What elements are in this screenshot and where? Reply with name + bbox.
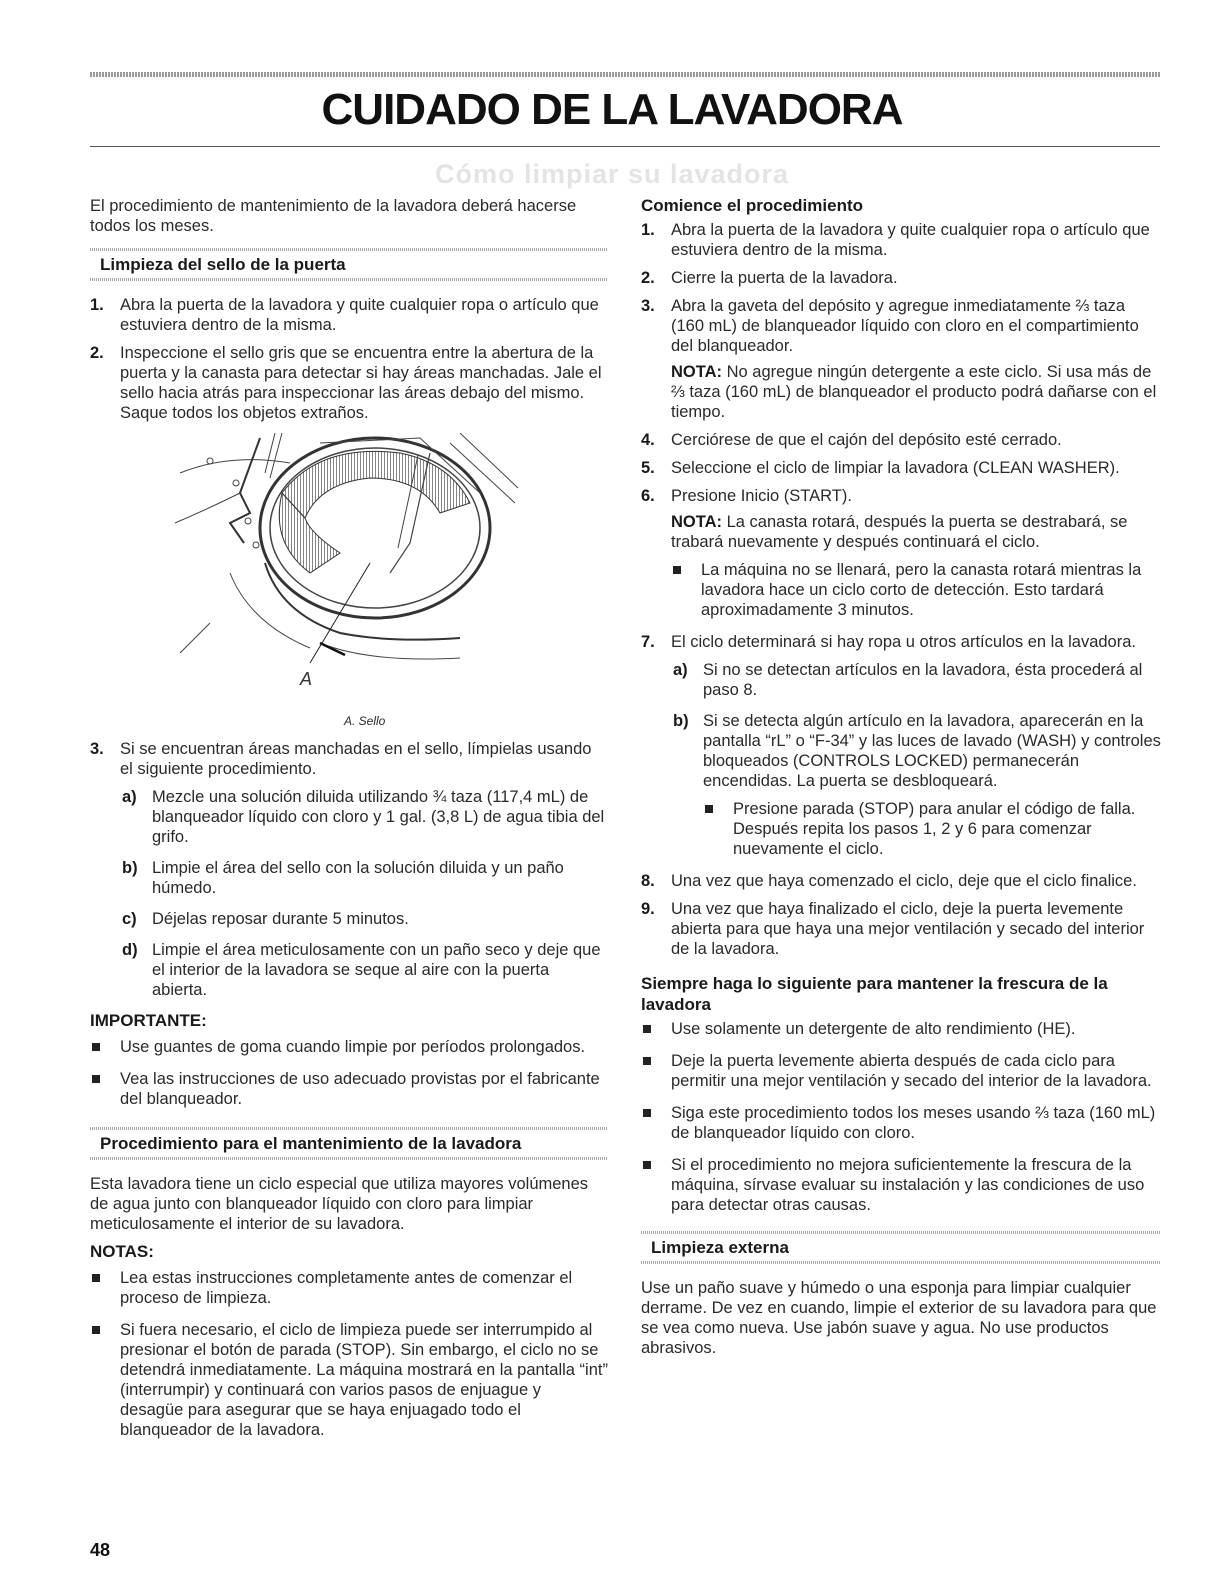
freshness-list: [641, 1019, 1161, 1215]
intro-text: El procedimiento de mantenimiento de la lavadora deberá hacerse todos los meses.: [90, 197, 577, 235]
list-item: [641, 220, 1161, 260]
page-number: 48: [90, 1540, 111, 1560]
list-item: [671, 711, 1161, 859]
note-label: NOTA:: [671, 363, 723, 381]
important-list: [90, 1037, 608, 1109]
maintenance-text: Esta lavadora tiene un ciclo especial que utiliza mayores volúmenes de agua junto con blanqueador líquido con cloro para limpiar meticulosamente el interior de su lavadora.: [90, 1175, 589, 1233]
list-item: [641, 632, 1161, 859]
substep-text: Si se detecta algún artículo en la lavadora, aparecerán en la pantalla “rL” o “F-34” y las luces de lavado (WASH) y controles bloqueados (CONTROLS LOCKED) permanecerán encendidas. La puerta se desbloqueará.: [703, 712, 1161, 790]
maintenance-section-header: [90, 1127, 608, 1160]
notes-list: [90, 1268, 608, 1440]
step-text: Seleccione el ciclo de limpiar la lavadora (CLEAN WASHER).: [671, 459, 1120, 477]
top-dotted-rule: [90, 72, 1160, 77]
list-item: Deje la puerta levemente abierta después de cada ciclo para permitir una mejor ventilación y secado del interior de la lavadora.: [641, 1051, 1161, 1091]
note: [671, 362, 1161, 422]
substep-letter: c): [122, 910, 137, 928]
freshness-heading: Siempre haga lo siguiente para mantener la frescura de la lavadora: [641, 974, 1108, 1014]
list-item: [120, 940, 608, 1000]
section-dotted-rule: [641, 1261, 1161, 1264]
maintenance-heading: Procedimiento para el mantenimiento de la lavadora: [100, 1134, 522, 1153]
list-item: [641, 268, 1161, 288]
note-label: NOTA:: [671, 513, 723, 531]
section-dotted-rule: [90, 1157, 608, 1160]
step-number: 6.: [641, 487, 655, 505]
note-text: No agregue ningún detergente a este ciclo. Si usa más de ⅔ taza (160 mL) de blanqueador el producto podrá dañarse con el tiempo.: [671, 363, 1157, 421]
note: [671, 512, 1161, 552]
substep-letter: b): [673, 712, 689, 730]
step-number: 1.: [641, 221, 655, 239]
list-item: [641, 871, 1161, 891]
start-procedure-heading: Comience el procedimiento: [641, 196, 863, 215]
list-item: Use solamente un detergente de alto rendimiento (HE).: [641, 1019, 1161, 1039]
list-item: [641, 899, 1161, 959]
list-item: La máquina no se llenará, pero la canasta rotará mientras la lavadora hace un ciclo corto de detección. Esto tardará aproximadamente 3 minutos.: [671, 560, 1161, 620]
substep-letter: d): [122, 941, 138, 959]
list-item: [90, 295, 608, 335]
step-text: Presione Inicio (START).: [671, 487, 852, 505]
list-item: Si el procedimiento no mejora suficientemente la frescura de la máquina, sírvase evaluar su instalación y las condiciones de uso para detectar otras causas.: [641, 1155, 1161, 1215]
step-number: 2.: [90, 344, 104, 362]
external-cleaning-heading: Limpieza externa: [651, 1238, 789, 1257]
list-item: [90, 739, 608, 1000]
step-text: Una vez que haya comenzado el ciclo, deje que el ciclo finalice.: [671, 872, 1137, 890]
step-text: Cerciórese de que el cajón del depósito esté cerrado.: [671, 431, 1062, 449]
left-column: [90, 196, 608, 1452]
list-item: [120, 909, 608, 929]
notes-label: NOTAS:: [90, 1242, 154, 1261]
step-number: 9.: [641, 900, 655, 918]
note-text: La canasta rotará, después la puerta se destrabará, se trabará nuevamente y después continuará el ciclo.: [671, 513, 1128, 551]
step-number: 3.: [90, 740, 104, 758]
step-text: Cierre la puerta de la lavadora.: [671, 269, 898, 287]
step-number: 5.: [641, 459, 655, 477]
list-item: [641, 486, 1161, 620]
list-item: Presione parada (STOP) para anular el código de falla. Después repita los pasos 1, 2 y 6 para comenzar nuevamente el ciclo.: [703, 799, 1161, 859]
step-number: 7.: [641, 633, 655, 651]
substep-letter: a): [673, 661, 688, 679]
substep-text: Si no se detectan artículos en la lavadora, ésta procederá al paso 8.: [703, 661, 1143, 699]
step-text: Una vez que haya finalizado el ciclo, deje la puerta levemente abierta para que haya una mejor ventilación y secado del interior de la lavadora.: [671, 900, 1145, 958]
list-item: [641, 296, 1161, 422]
substep-text: Mezcle una solución diluida utilizando ¾ taza (117,4 mL) de blanqueador líquido con cloro y 1 gal. (3,8 L) de agua tibia del grifo.: [152, 788, 605, 846]
door-seal-section-header: [90, 248, 608, 281]
step-number: 8.: [641, 872, 655, 890]
page-title: CUIDADO DE LA LAVADORA: [321, 85, 903, 134]
substep-text: Limpie el área del sello con la solución diluida y un paño húmedo.: [152, 859, 564, 897]
step-6-bullets: [671, 560, 1161, 620]
step-text: Abra la puerta de la lavadora y quite cualquier ropa o artículo que estuviera dentro de la misma.: [671, 221, 1150, 259]
external-cleaning-section-header: [641, 1231, 1161, 1264]
step-text: Si se encuentran áreas manchadas en el sello, límpielas usando el siguiente procedimiento.: [120, 740, 592, 778]
step-7-substeps: [671, 660, 1161, 859]
door-seal-figure: [90, 433, 608, 733]
list-item: [641, 430, 1161, 450]
figure-caption: A. Sello: [344, 714, 386, 728]
right-column: [641, 196, 1161, 1358]
washer-door-seal-illustration: [170, 433, 520, 703]
step-text: Abra la gaveta del depósito y agregue inmediatamente ⅔ taza (160 mL) de blanqueador líquido con cloro en el compartimiento del blanqueador.: [671, 297, 1139, 355]
list-item: [120, 787, 608, 847]
list-item: [120, 858, 608, 898]
substep-letter: b): [122, 859, 138, 877]
list-item: Use guantes de goma cuando limpie por períodos prolongados.: [90, 1037, 608, 1057]
substep-letter: a): [122, 788, 137, 806]
figure-callout-a: A: [300, 669, 313, 689]
start-procedure-steps: [641, 220, 1161, 959]
important-label: IMPORTANTE:: [90, 1011, 207, 1030]
list-item: Vea las instrucciones de uso adecuado provistas por el fabricante del blanqueador.: [90, 1069, 608, 1109]
list-item: [671, 660, 1161, 700]
step-3-substeps: [120, 787, 608, 1000]
step-number: 4.: [641, 431, 655, 449]
list-item: [90, 343, 608, 423]
step-7b-bullets: [703, 799, 1161, 859]
step-text: Abra la puerta de la lavadora y quite cualquier ropa o artículo que estuviera dentro de la misma.: [120, 296, 599, 334]
title-rule: [90, 146, 1160, 147]
step-number: 2.: [641, 269, 655, 287]
step-text: El ciclo determinará si hay ropa u otros artículos en la lavadora.: [671, 633, 1136, 651]
step-number: 3.: [641, 297, 655, 315]
substep-text: Déjelas reposar durante 5 minutos.: [152, 910, 409, 928]
door-seal-steps: [90, 295, 608, 423]
substep-text: Limpie el área meticulosamente con un paño seco y deje que el interior de la lavadora se seque al aire con la puerta abierta.: [152, 941, 601, 999]
list-item: Lea estas instrucciones completamente antes de comenzar el proceso de limpieza.: [90, 1268, 608, 1308]
external-cleaning-text: Use un paño suave y húmedo o una esponja para limpiar cualquier derrame. De vez en cuando, limpie el exterior de su lavadora para que se vea como nueva. Use jabón suave y agua. No use productos abrasivos.: [641, 1279, 1157, 1357]
page-subtitle: Cómo limpiar su lavadora: [434, 159, 790, 189]
door-seal-heading: Limpieza del sello de la puerta: [100, 255, 346, 274]
step-number: 1.: [90, 296, 104, 314]
list-item: [641, 458, 1161, 478]
step-text: Inspeccione el sello gris que se encuentra entre la abertura de la puerta y la canasta para detectar si hay áreas manchadas. Jale el sello hacia atrás para inspeccionar las áreas debajo del mismo. Saque todos los objetos extraños.: [120, 344, 602, 422]
door-seal-step-3: [90, 739, 608, 1000]
list-item: Si fuera necesario, el ciclo de limpieza puede ser interrumpido al presionar el botón de parada (STOP). Sin embargo, el ciclo no se detendrá inmediatamente. La máquina mostrará en la pantalla “int” (interrumpir) y continuará con varios pasos de enjuague y desagüe para asegurar que se haya enjuagado todo el blanqueador de la lavadora.: [90, 1320, 608, 1440]
list-item: Siga este procedimiento todos los meses usando ⅔ taza (160 mL) de blanqueador líquido con cloro.: [641, 1103, 1161, 1143]
section-dotted-rule: [90, 278, 608, 281]
